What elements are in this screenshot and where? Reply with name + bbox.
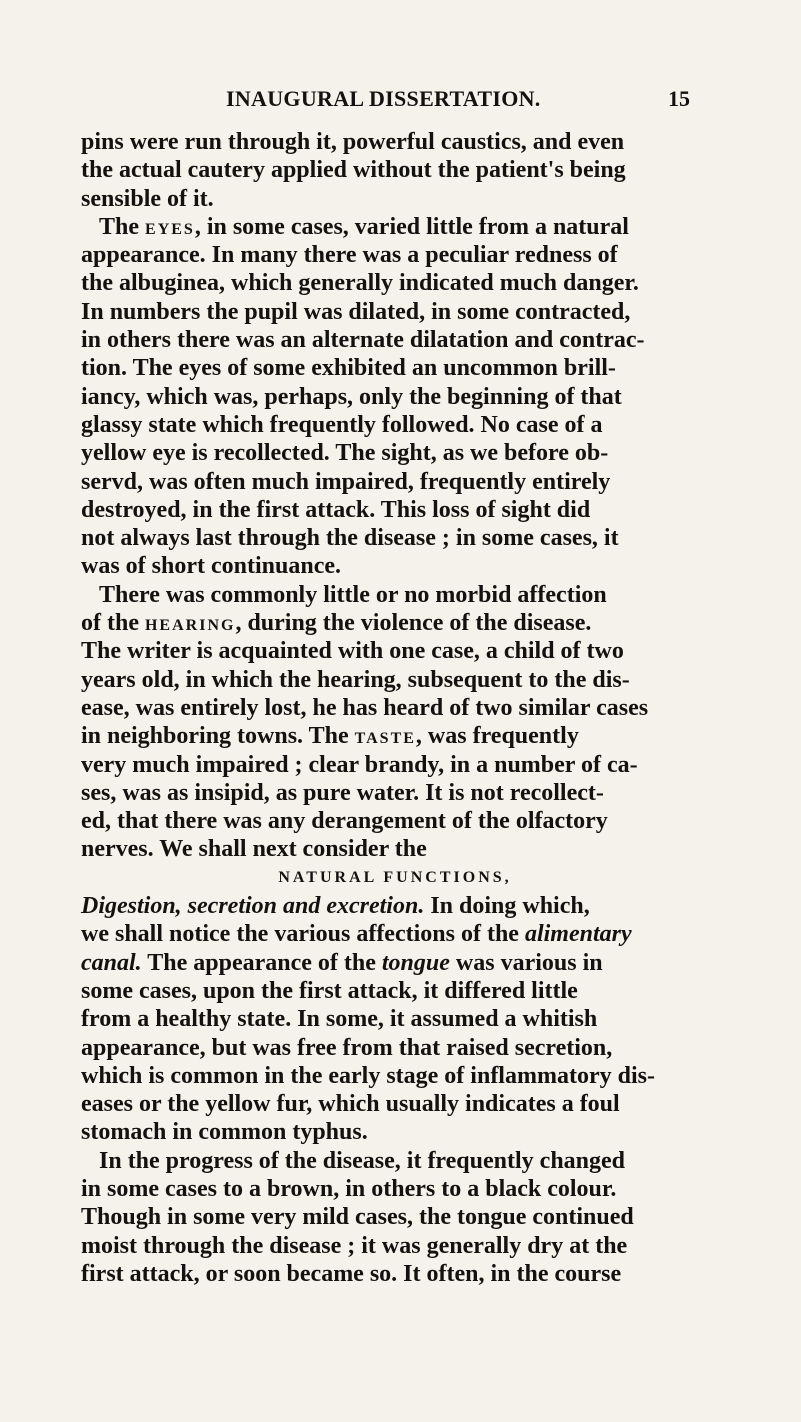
text-line: in others there was an alternate dilatation and contrac- (81, 327, 645, 354)
body-text (81, 130, 709, 1290)
text-line: ed, that there was any derangement of the olfactory (81, 808, 608, 835)
text-line: ease, was entirely lost, he has heard of two similar cases (81, 694, 649, 721)
small-caps-term: HEARING (144, 617, 236, 635)
text-line: nerves. We shall next consider the (81, 836, 427, 863)
text-line: of the HEARING, during the violence of the disease. (81, 610, 592, 637)
text-line: ses, was as insipid, as pure water. It is not recollect- (81, 779, 604, 806)
text-line: appearance, but was free from that raised secretion, (81, 1034, 613, 1061)
text-line: stomach in common typhus. (81, 1119, 368, 1146)
text-line: Digestion, secretion and excretion. In doing which, (81, 893, 590, 920)
text-line: the actual cautery applied without the patient's being (81, 157, 626, 184)
text-line: first attack, or soon became so. It often, in the course (81, 1260, 622, 1287)
text-line: which is common in the early stage of inflammatory dis- (81, 1062, 655, 1089)
text-line: very much impaired ; clear brandy, in a number of ca- (81, 751, 638, 778)
text-line: iancy, which was, perhaps, only the beginning of that (81, 383, 622, 410)
text-line: The EYES, in some cases, varied little from a natural (99, 213, 629, 240)
text-line: the albuginea, which generally indicated much danger. (81, 270, 639, 297)
text-line: There was commonly little or no morbid affection (99, 581, 607, 608)
running-title: INAUGURAL DISSERTATION. (226, 86, 541, 111)
text-line: appearance. In many there was a peculiar redness of (81, 242, 618, 269)
section-heading: NATURAL FUNCTIONS, (278, 868, 512, 886)
text-line: eases or the yellow fur, which usually indicates a foul (81, 1091, 620, 1118)
text-line: yellow eye is recollected. The sight, as we before ob- (81, 440, 609, 467)
text-line: from a healthy state. In some, it assumed a whitish (81, 1006, 598, 1033)
text-line: In numbers the pupil was dilated, in some contracted, (81, 298, 631, 325)
text-line: not always last through the disease ; in some cases, it (81, 525, 619, 552)
text-line: years old, in which the hearing, subsequent to the dis- (81, 666, 630, 693)
text-line: In the progress of the disease, it frequently changed (99, 1147, 626, 1174)
text-line: in neighboring towns. The TASTE, was frequently (81, 723, 579, 750)
text-line: The writer is acquainted with one case, a child of two (81, 638, 624, 665)
text-line: some cases, upon the first attack, it differed little (81, 977, 578, 1004)
small-caps-term: TASTE (354, 730, 416, 748)
running-head (0, 86, 801, 116)
text-line: we shall notice the various affections of the alimentary (81, 921, 632, 948)
page-number: 15 (668, 86, 690, 111)
text-line: Though in some very mild cases, the tongue continued (81, 1204, 634, 1231)
text-line: tion. The eyes of some exhibited an uncommon brill- (81, 355, 616, 382)
text-line: in some cases to a brown, in others to a black colour. (81, 1175, 617, 1202)
text-line: was of short continuance. (81, 553, 342, 580)
text-line: moist through the disease ; it was generally dry at the (81, 1232, 628, 1259)
text-line: pins were run through it, powerful caustics, and even (81, 129, 625, 155)
text-line: canal. The appearance of the tongue was various in (81, 949, 603, 976)
text-line: glassy state which frequently followed. No case of a (81, 411, 603, 438)
text-line: destroyed, in the first attack. This loss of sight did (81, 496, 591, 523)
small-caps-term: EYES (145, 220, 195, 238)
text-line: sensible of it. (81, 185, 214, 212)
text-line: servd, was often much impaired, frequently entirely (81, 468, 611, 495)
